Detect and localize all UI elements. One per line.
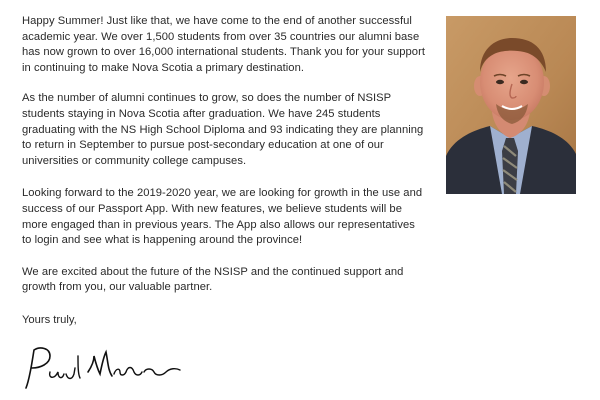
letter-closing: Yours truly, [22, 313, 77, 326]
handwritten-signature [20, 338, 190, 396]
portrait-illustration [446, 16, 576, 194]
letter-paragraph-3: Looking forward to the 2019-2020 year, we are looking for growth in the use and success of our Passport App. With new features, we believe students will be more engaged than in previous years. The App also allows our representatives to login and see what is happening around the province! [22, 187, 423, 247]
letter-paragraph-4: We are excited about the future of the NSISP and the continued support and growth from you, our valuable partner. [22, 265, 404, 294]
author-portrait-photo [446, 16, 576, 194]
letter-paragraph-1: Happy Summer! Just like that, we have come to the end of another successful academic year. We over 1,500 students from over 35 countries our alumni base has now grown to over 16,000 international students. Thank you for your support in continuing to make Nova Scotia a primary destination. [22, 15, 426, 74]
letter-body [22, 14, 427, 329]
letter-paragraph-2: As the number of alumni continues to grow, so does the number of NSISP students staying in Nova Scotia after graduation. We have 245 students graduating with the NS High School Diploma and 93 indicating they are planning to return in September to pursue post-secondary education at one of our universities or community college campuses. [22, 92, 424, 167]
